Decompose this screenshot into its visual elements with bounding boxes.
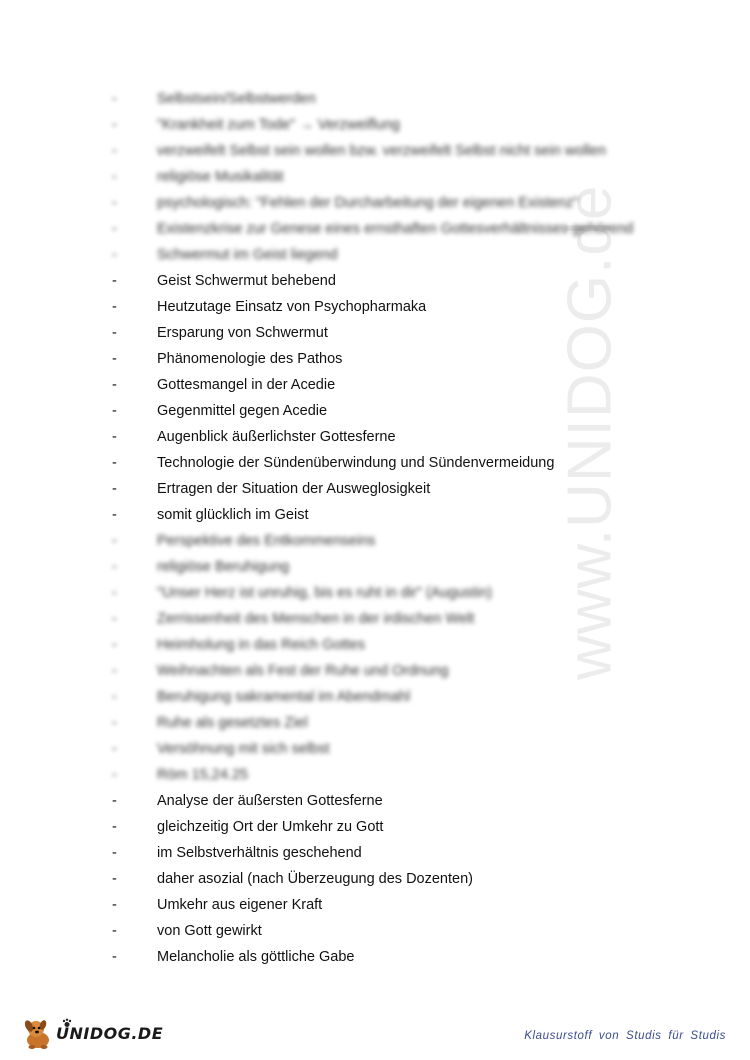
list-item: [0, 398, 680, 424]
list-item: [0, 372, 680, 398]
bullet-dash: -: [112, 325, 117, 341]
list-item-text: Analyse der äußersten Gottesferne: [157, 793, 383, 809]
bullet-dash: -: [112, 429, 117, 445]
list-item-text: Gegenmittel gegen Acedie: [157, 403, 328, 419]
bullet-dash: -: [112, 169, 117, 185]
bullet-dash: -: [112, 117, 117, 133]
footer-tagline: Klausurstoff von Studis für Studis: [524, 1030, 726, 1042]
watermark: www.UNIDOG.de: [555, 184, 625, 680]
list-item: [0, 242, 680, 268]
list-item: [0, 320, 680, 346]
list-item-text: Heutzutage Einsatz von Psychopharmaka: [157, 299, 427, 315]
bullet-dash: -: [112, 559, 117, 575]
list-item-text: Augenblick äußerlichster Gottesferne: [157, 429, 396, 445]
list-item-text: Umkehr aus eigener Kraft: [157, 897, 323, 913]
bullet-dash: -: [112, 377, 117, 393]
list-item: [0, 112, 680, 138]
list-item: [0, 944, 680, 970]
list-item: [0, 476, 680, 502]
bullet-dash: -: [112, 611, 117, 627]
list-item: [0, 892, 680, 918]
bullet-dash: -: [112, 403, 117, 419]
list-item: [0, 424, 680, 450]
bullet-dash: -: [112, 247, 117, 263]
list-item: [0, 918, 680, 944]
bullet-list: [0, 86, 680, 970]
list-item-text: Versöhnung mit sich selbst: [157, 741, 330, 757]
list-item: [0, 814, 680, 840]
list-item: [0, 632, 680, 658]
list-item-text: Schwermut im Geist liegend: [157, 247, 338, 263]
bullet-dash: -: [112, 195, 117, 211]
bullet-dash: -: [112, 585, 117, 601]
bullet-dash: -: [112, 143, 117, 159]
list-item-text: Ersparung von Schwermut: [157, 325, 328, 341]
bullet-dash: -: [112, 741, 117, 757]
list-item: [0, 346, 680, 372]
bullet-dash: -: [112, 715, 117, 731]
bullet-dash: -: [112, 845, 117, 861]
list-item-text: Geist Schwermut behebend: [157, 273, 336, 289]
list-item: [0, 528, 680, 554]
bullet-dash: -: [112, 689, 117, 705]
list-item-text: Weihnachten als Fest der Ruhe und Ordnung: [157, 663, 449, 679]
list-item-text: daher asozial (nach Überzeugung des Dozenten): [157, 871, 473, 887]
list-item: [0, 658, 680, 684]
list-item: [0, 866, 680, 892]
list-item-text: im Selbstverhältnis geschehend: [157, 845, 362, 861]
list-item-text: Ruhe als gesetztes Ziel: [157, 715, 308, 731]
list-item-text: psychologisch: "Fehlen der Durcharbeitung der eigenen Existenz": [157, 195, 579, 211]
list-item-text: "Unser Herz ist unruhig, bis es ruht in dir" (Augustin): [157, 585, 493, 601]
list-item: [0, 450, 680, 476]
list-item: [0, 294, 680, 320]
list-item-text: Phänomenologie des Pathos: [157, 351, 343, 367]
bullet-dash: -: [112, 507, 117, 523]
list-item-text: Melancholie als göttliche Gabe: [157, 949, 355, 965]
logo-text: UNIDOG.DE: [56, 1024, 164, 1043]
bullet-dash: -: [112, 455, 117, 471]
list-item: [0, 736, 680, 762]
list-item: [0, 86, 680, 112]
list-item-text: religiöse Musikalität: [157, 169, 284, 185]
bullet-dash: -: [112, 299, 117, 315]
bullet-dash: -: [112, 819, 117, 835]
bullet-dash: -: [112, 663, 117, 679]
list-item: [0, 216, 680, 242]
bullet-dash: -: [112, 91, 117, 107]
list-item: [0, 502, 680, 528]
list-item: [0, 138, 680, 164]
list-item: [0, 788, 680, 814]
bullet-dash: -: [112, 923, 117, 939]
list-item: [0, 710, 680, 736]
list-item-text: Perspektive des Entkommenseins: [157, 533, 376, 549]
bullet-dash: -: [112, 767, 117, 783]
list-item-text: religiöse Beruhigung: [157, 559, 290, 575]
list-item: [0, 840, 680, 866]
list-item: [0, 164, 680, 190]
list-item-text: Gottesmangel in der Acedie: [157, 377, 336, 393]
bullet-dash: -: [112, 949, 117, 965]
list-item: [0, 554, 680, 580]
bullet-dash: -: [112, 793, 117, 809]
list-item: [0, 580, 680, 606]
list-item-text: Röm 15,24.25: [157, 767, 249, 783]
list-item-text: verzweifelt Selbst sein wollen bzw. verzweifelt Selbst nicht sein wollen: [157, 143, 606, 159]
bullet-dash: -: [112, 897, 117, 913]
list-item-text: Existenzkrise zur Genese eines ernsthaften Gottesverhältnisses gehörend: [157, 221, 634, 237]
list-item-text: von Gott gewirkt: [157, 923, 262, 939]
bullet-dash: -: [112, 533, 117, 549]
list-item-text: "Krankheit zum Tode" → Verzweiflung: [157, 117, 400, 133]
list-item-text: Technologie der Sündenüberwindung und Sündenvermeidung: [157, 455, 555, 471]
list-item: [0, 762, 680, 788]
list-item: [0, 190, 680, 216]
list-item-text: Beruhigung sakramental im Abendmahl: [157, 689, 411, 705]
bullet-dash: -: [112, 221, 117, 237]
list-item-text: Heimholung in das Reich Gottes: [157, 637, 365, 653]
list-item-text: Selbstsein/Selbstwerden: [157, 91, 316, 107]
bullet-dash: -: [112, 637, 117, 653]
list-item: [0, 268, 680, 294]
bullet-dash: -: [112, 351, 117, 367]
bullet-dash: -: [112, 273, 117, 289]
list-item: [0, 684, 680, 710]
bullet-dash: -: [112, 871, 117, 887]
list-item-text: Ertragen der Situation der Ausweglosigkeit: [157, 481, 431, 497]
list-item-text: Zerrissenheit des Menschen in der irdischen Welt: [157, 611, 475, 627]
list-item-text: gleichzeitig Ort der Umkehr zu Gott: [157, 819, 384, 835]
list-item: [0, 606, 680, 632]
list-item-text: somit glücklich im Geist: [157, 507, 309, 523]
bullet-dash: -: [112, 481, 117, 497]
